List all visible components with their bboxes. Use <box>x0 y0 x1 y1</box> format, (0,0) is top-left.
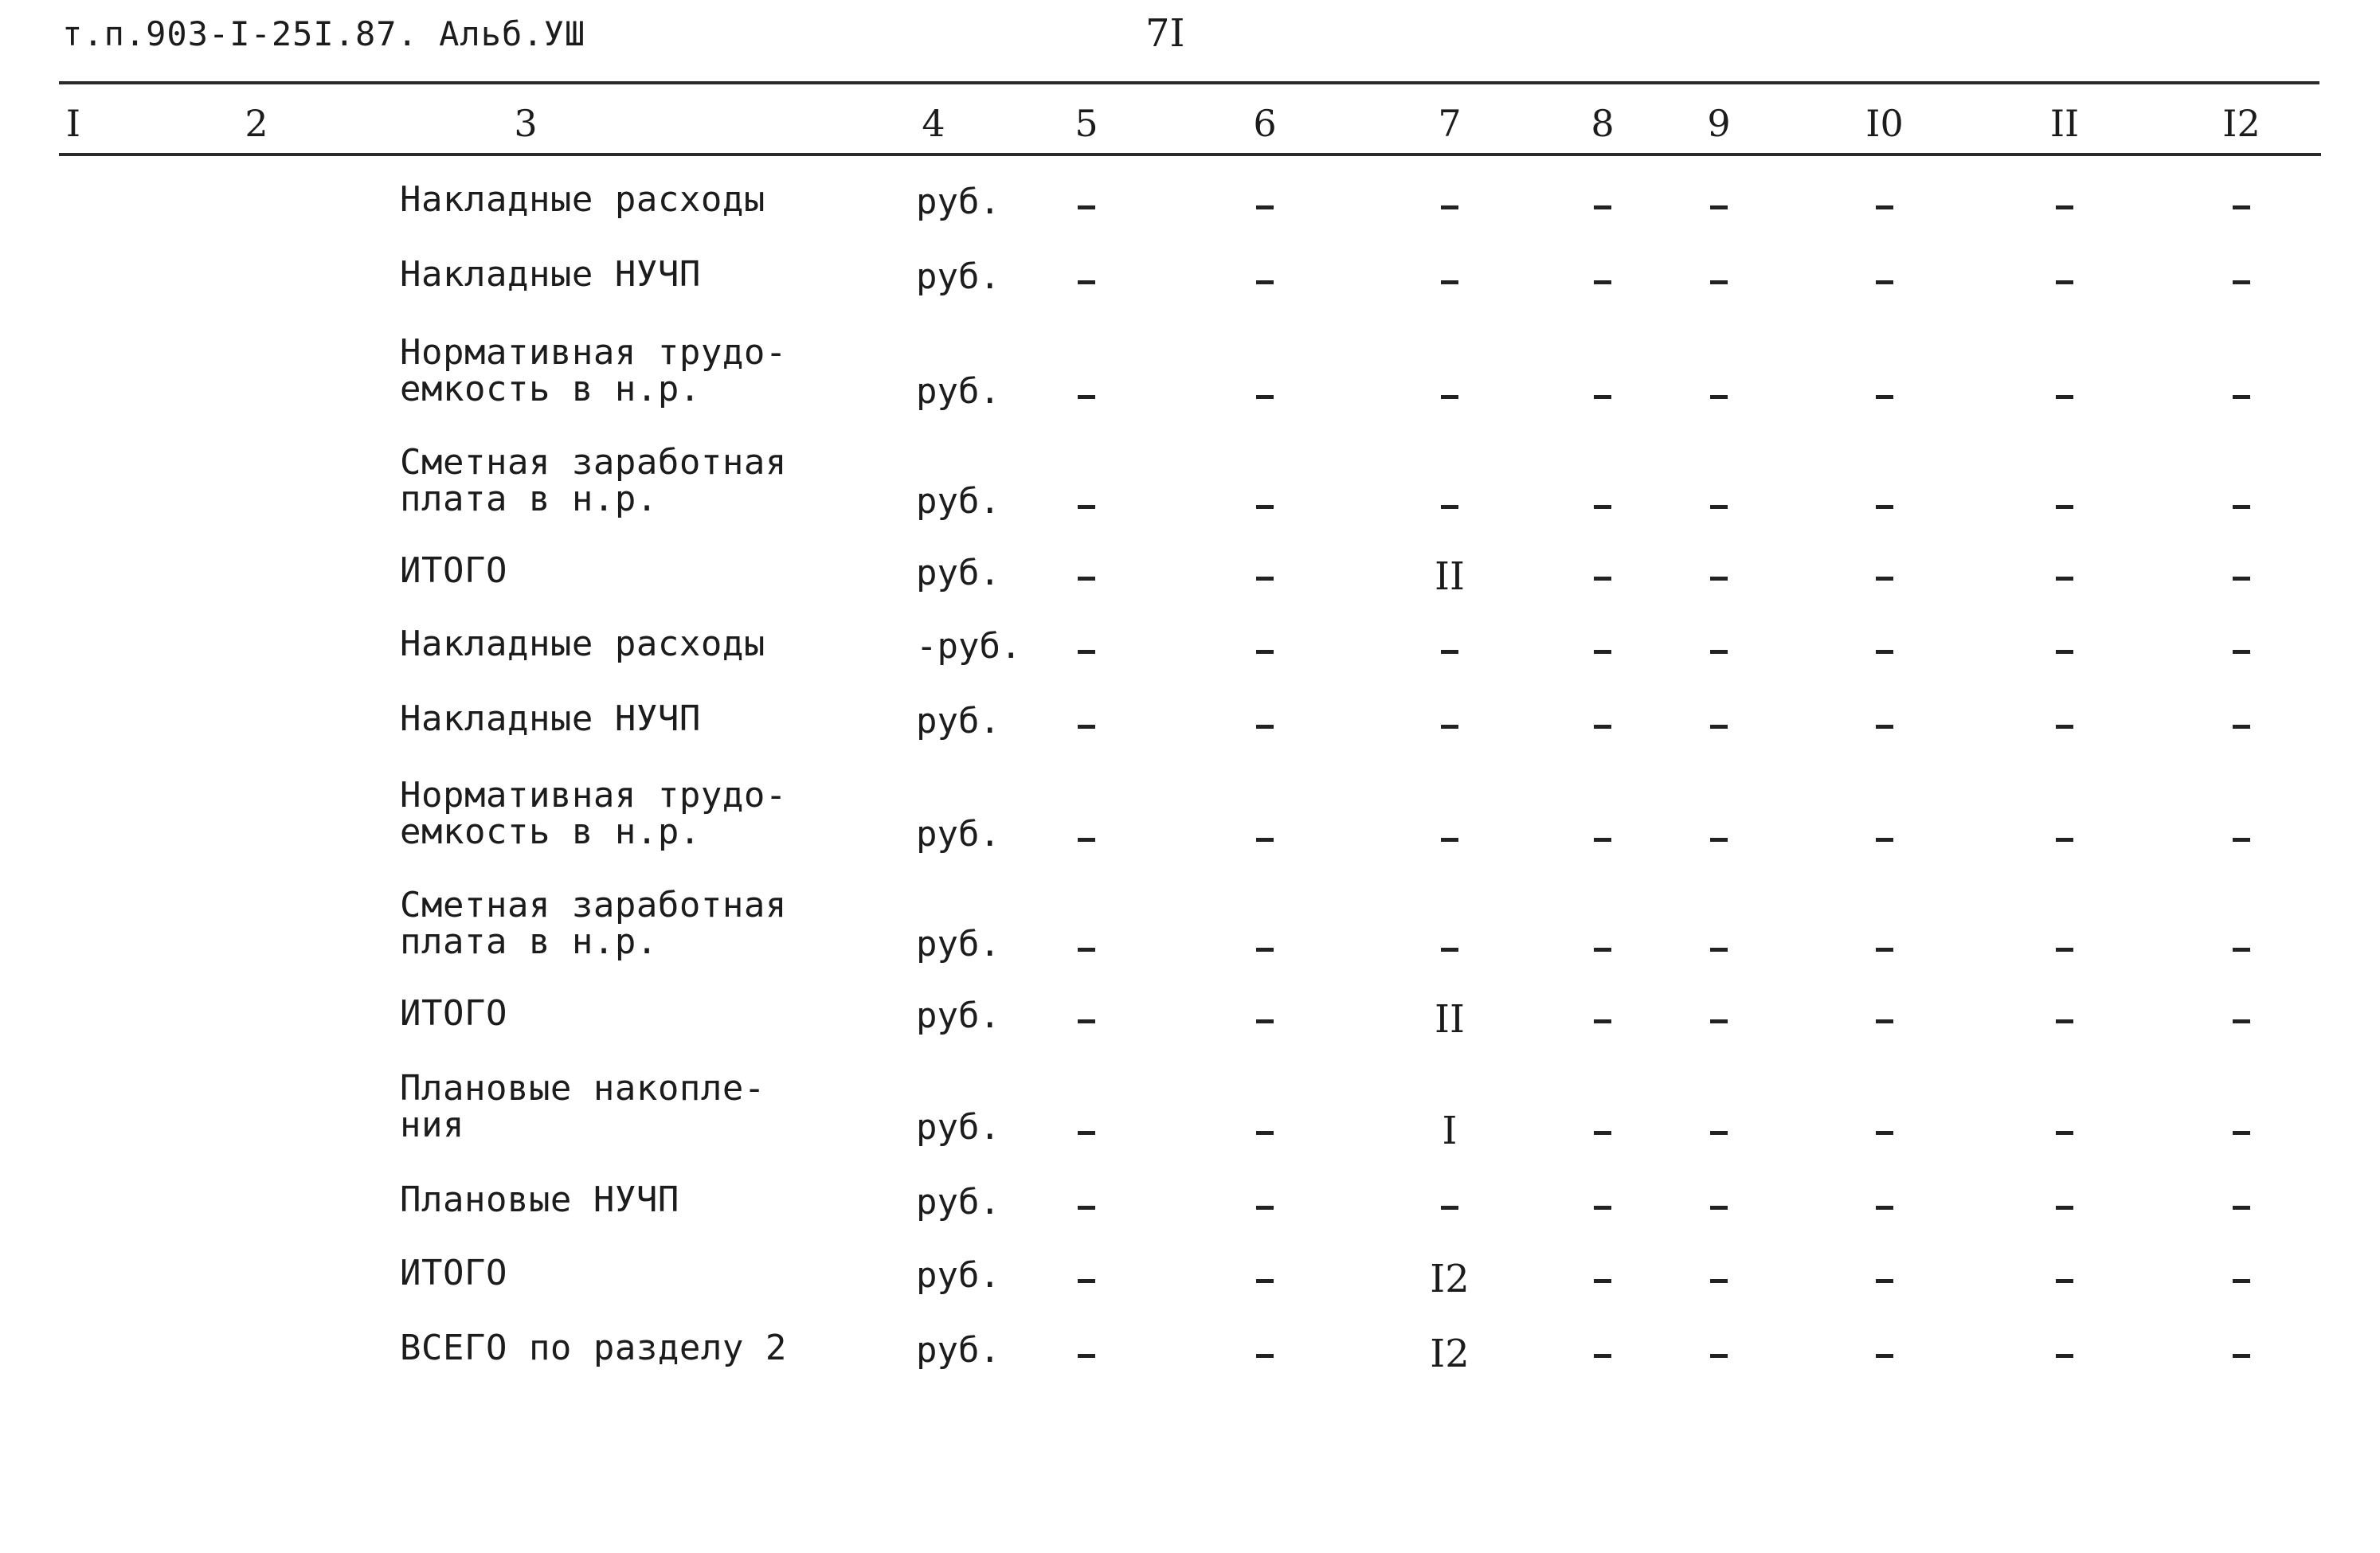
dash-mark <box>1256 280 1274 284</box>
dash-cell <box>2233 183 2250 226</box>
dash-mark <box>2056 280 2073 284</box>
dash-mark <box>1078 205 1095 209</box>
row-unit: руб. <box>916 924 1000 964</box>
dash-mark <box>1078 505 1095 509</box>
dash-cell <box>2233 1109 2250 1152</box>
dash-cell <box>1078 997 1095 1040</box>
dash-mark <box>1441 838 1458 842</box>
value-cell: II <box>1435 997 1465 1042</box>
dash-cell <box>1078 554 1095 597</box>
dash-cell <box>1256 554 1274 597</box>
dash-mark <box>2233 280 2250 284</box>
dash-cell <box>1710 258 1728 301</box>
dash-mark <box>1710 577 1728 581</box>
dash-cell <box>1876 628 1893 671</box>
dash-cell <box>2056 183 2073 226</box>
dash-mark <box>2056 395 2073 399</box>
dash-cell <box>1876 183 1893 226</box>
dash-mark <box>1594 205 1611 209</box>
dash-cell <box>1710 997 1728 1040</box>
row-name: Плановые накопле- ния <box>400 1068 765 1145</box>
dash-cell <box>1594 258 1611 301</box>
dash-mark <box>1594 725 1611 729</box>
dash-cell <box>1594 997 1611 1040</box>
dash-cell <box>2056 258 2073 301</box>
dash-cell <box>1876 373 1893 416</box>
dash-mark <box>1078 650 1095 654</box>
dash-mark <box>2056 725 2073 729</box>
dash-mark <box>1710 280 1728 284</box>
column-number: 4 <box>922 102 945 145</box>
dash-mark <box>1256 650 1274 654</box>
dash-mark <box>2233 1354 2250 1358</box>
dash-mark <box>1594 838 1611 842</box>
dash-mark <box>1256 505 1274 509</box>
dash-mark <box>1710 205 1728 209</box>
row-unit: руб. <box>916 1182 1000 1222</box>
dash-cell <box>2233 1332 2250 1375</box>
dash-mark <box>1594 650 1611 654</box>
dash-cell <box>1594 1257 1611 1300</box>
dash-mark <box>2056 1131 2073 1135</box>
dash-mark <box>1078 1019 1095 1023</box>
dash-mark <box>1594 395 1611 399</box>
dash-mark <box>1441 280 1458 284</box>
dash-cell <box>1441 702 1458 745</box>
dash-mark <box>2233 838 2250 842</box>
dash-cell <box>1594 702 1611 745</box>
dash-cell <box>2056 702 2073 745</box>
dash-mark <box>1710 948 1728 952</box>
row-unit: руб. <box>916 481 1000 522</box>
row-unit: руб. <box>916 814 1000 855</box>
dash-cell <box>1710 483 1728 526</box>
dash-mark <box>2233 395 2250 399</box>
dash-cell <box>1078 1257 1095 1300</box>
value-cell: II <box>1435 554 1465 599</box>
dash-cell <box>1441 183 1458 226</box>
dash-mark <box>1256 1279 1274 1283</box>
dash-cell <box>2056 554 2073 597</box>
dash-mark <box>1078 1131 1095 1135</box>
dash-mark <box>1256 948 1274 952</box>
dash-cell <box>2056 628 2073 671</box>
dash-cell <box>1876 702 1893 745</box>
dash-cell <box>1594 1332 1611 1375</box>
dash-cell <box>1876 816 1893 859</box>
value-cell: I <box>1442 1109 1458 1153</box>
row-name: ИТОГО <box>400 1253 507 1293</box>
row-name: Сметная заработная плата в н.р. <box>400 885 787 962</box>
dash-cell <box>1441 1183 1458 1226</box>
dash-mark <box>1710 1354 1728 1358</box>
dash-cell <box>2056 1257 2073 1300</box>
dash-mark <box>1078 280 1095 284</box>
dash-cell <box>2233 997 2250 1040</box>
dash-cell <box>1256 258 1274 301</box>
dash-cell <box>1078 258 1095 301</box>
row-name: Накладные НУЧП <box>400 698 701 739</box>
dash-mark <box>1710 395 1728 399</box>
dash-mark <box>1876 1131 1893 1135</box>
dash-mark <box>1876 205 1893 209</box>
dash-mark <box>1594 280 1611 284</box>
dash-mark <box>1876 1019 1893 1023</box>
dash-cell <box>1594 925 1611 968</box>
document-code: т.п.903-I-25I.87. Альб.УШ <box>62 14 586 53</box>
dash-cell <box>1256 997 1274 1040</box>
dash-cell <box>1078 628 1095 671</box>
dash-mark <box>1256 1206 1274 1210</box>
row-name: Нормативная трудо- емкость в н.р. <box>400 775 787 852</box>
dash-cell <box>2233 1183 2250 1226</box>
page-number: 7I <box>1145 11 1185 56</box>
dash-mark <box>2233 650 2250 654</box>
dash-mark <box>1441 725 1458 729</box>
column-number: 7 <box>1438 102 1462 145</box>
row-name: ВСЕГО по разделу 2 <box>400 1328 787 1368</box>
dash-mark <box>1876 280 1893 284</box>
row-unit: руб. <box>916 553 1000 593</box>
dash-mark <box>2233 577 2250 581</box>
top-rule <box>59 81 2319 84</box>
dash-cell <box>1256 373 1274 416</box>
row-name: Сметная заработная плата в н.р. <box>400 442 787 519</box>
row-unit: руб. <box>916 996 1000 1036</box>
dash-mark <box>2056 948 2073 952</box>
dash-cell <box>2233 1257 2250 1300</box>
row-name: Накладные расходы <box>400 179 765 220</box>
dash-mark <box>1710 1019 1728 1023</box>
dash-cell <box>1594 373 1611 416</box>
dash-mark <box>1876 838 1893 842</box>
dash-mark <box>1594 1131 1611 1135</box>
dash-mark <box>1710 1131 1728 1135</box>
dash-cell <box>1078 1332 1095 1375</box>
dash-mark <box>1078 948 1095 952</box>
dash-mark <box>1876 650 1893 654</box>
dash-cell <box>1256 925 1274 968</box>
dash-cell <box>2233 483 2250 526</box>
dash-cell <box>1594 1183 1611 1226</box>
dash-cell <box>2056 1332 2073 1375</box>
dash-cell <box>2056 1109 2073 1152</box>
dash-mark <box>1876 577 1893 581</box>
dash-cell <box>1876 554 1893 597</box>
dash-mark <box>1594 1279 1611 1283</box>
dash-cell <box>1710 1109 1728 1152</box>
dash-cell <box>2233 628 2250 671</box>
dash-mark <box>2056 650 2073 654</box>
dash-cell <box>1256 1332 1274 1375</box>
dash-mark <box>1256 1354 1274 1358</box>
column-number: 8 <box>1591 102 1615 145</box>
dash-cell <box>1710 925 1728 968</box>
dash-mark <box>1256 1131 1274 1135</box>
dash-mark <box>1441 505 1458 509</box>
column-number: 9 <box>1707 102 1731 145</box>
dash-mark <box>1256 577 1274 581</box>
dash-mark <box>1876 1279 1893 1283</box>
row-name: Плановые НУЧП <box>400 1179 679 1220</box>
dash-cell <box>1876 1109 1893 1152</box>
dash-cell <box>1594 816 1611 859</box>
dash-mark <box>1078 1206 1095 1210</box>
row-unit: руб. <box>916 371 1000 412</box>
row-unit: руб. <box>916 182 1000 222</box>
row-unit: руб. <box>916 1255 1000 1296</box>
dash-cell <box>1256 816 1274 859</box>
dash-cell <box>2056 1183 2073 1226</box>
dash-mark <box>1256 205 1274 209</box>
dash-cell <box>1441 258 1458 301</box>
dash-mark <box>1256 838 1274 842</box>
column-number: II <box>2049 102 2080 145</box>
dash-mark <box>1710 1279 1728 1283</box>
dash-mark <box>2056 838 2073 842</box>
dash-cell <box>1078 483 1095 526</box>
dash-mark <box>1441 948 1458 952</box>
dash-cell <box>2233 373 2250 416</box>
dash-mark <box>1876 725 1893 729</box>
row-unit: руб. <box>916 701 1000 741</box>
dash-mark <box>1876 948 1893 952</box>
dash-mark <box>2056 1354 2073 1358</box>
dash-mark <box>2233 1131 2250 1135</box>
dash-cell <box>1441 373 1458 416</box>
dash-mark <box>1594 505 1611 509</box>
dash-mark <box>1710 650 1728 654</box>
dash-cell <box>1078 1109 1095 1152</box>
dash-cell <box>2233 554 2250 597</box>
dash-cell <box>1710 816 1728 859</box>
row-name: ИТОГО <box>400 550 507 591</box>
dash-mark <box>1594 1206 1611 1210</box>
dash-cell <box>2233 925 2250 968</box>
dash-cell <box>1078 816 1095 859</box>
dash-cell <box>1710 1183 1728 1226</box>
dash-mark <box>1876 505 1893 509</box>
dash-mark <box>2056 1019 2073 1023</box>
dash-cell <box>1710 1332 1728 1375</box>
row-unit: -руб. <box>916 626 1022 667</box>
dash-cell <box>1594 554 1611 597</box>
dash-mark <box>2233 1279 2250 1283</box>
dash-cell <box>1876 483 1893 526</box>
column-number: 3 <box>514 102 538 145</box>
dash-cell <box>1256 183 1274 226</box>
dash-mark <box>1078 838 1095 842</box>
dash-mark <box>1078 577 1095 581</box>
column-number: I0 <box>1865 102 1904 145</box>
row-unit: руб. <box>916 1330 1000 1371</box>
dash-mark <box>1710 505 1728 509</box>
dash-cell <box>1441 816 1458 859</box>
dash-mark <box>1594 577 1611 581</box>
dash-cell <box>1710 1257 1728 1300</box>
dash-mark <box>1876 395 1893 399</box>
dash-mark <box>2233 948 2250 952</box>
dash-mark <box>2056 577 2073 581</box>
dash-cell <box>1710 628 1728 671</box>
column-number: 2 <box>245 102 268 145</box>
dash-cell <box>1594 483 1611 526</box>
dash-mark <box>1078 1279 1095 1283</box>
dash-cell <box>1078 183 1095 226</box>
dash-cell <box>1876 1257 1893 1300</box>
dash-mark <box>1594 1354 1611 1358</box>
dash-cell <box>1441 628 1458 671</box>
row-unit: руб. <box>916 256 1000 297</box>
dash-mark <box>2056 505 2073 509</box>
dash-mark <box>1876 1354 1893 1358</box>
dash-mark <box>1441 650 1458 654</box>
dash-cell <box>1710 702 1728 745</box>
dash-cell <box>1876 1332 1893 1375</box>
dash-mark <box>1441 205 1458 209</box>
dash-cell <box>2233 702 2250 745</box>
dash-cell <box>1256 1183 1274 1226</box>
dash-mark <box>1876 1206 1893 1210</box>
dash-cell <box>1710 183 1728 226</box>
dash-cell <box>2056 925 2073 968</box>
dash-mark <box>2056 1206 2073 1210</box>
dash-cell <box>1594 183 1611 226</box>
dash-mark <box>2233 725 2250 729</box>
row-name: Накладные НУЧП <box>400 254 701 295</box>
dash-mark <box>1441 395 1458 399</box>
dash-cell <box>1078 1183 1095 1226</box>
dash-mark <box>1594 948 1611 952</box>
dash-mark <box>1710 725 1728 729</box>
dash-mark <box>2056 205 2073 209</box>
dash-mark <box>1256 1019 1274 1023</box>
dash-cell <box>1876 925 1893 968</box>
column-number: 6 <box>1253 102 1277 145</box>
dash-cell <box>1256 1257 1274 1300</box>
dash-cell <box>1876 997 1893 1040</box>
dash-cell <box>2056 373 2073 416</box>
dash-cell <box>2056 483 2073 526</box>
dash-cell <box>1256 1109 1274 1152</box>
dash-mark <box>1078 395 1095 399</box>
dash-mark <box>2233 205 2250 209</box>
dash-mark <box>2233 505 2250 509</box>
row-name: Нормативная трудо- емкость в н.р. <box>400 332 787 409</box>
value-cell: I2 <box>1430 1257 1470 1301</box>
dash-cell <box>1876 258 1893 301</box>
dash-mark <box>1078 1354 1095 1358</box>
column-number: I2 <box>2222 102 2261 145</box>
dash-cell <box>1078 702 1095 745</box>
dash-mark <box>2233 1019 2250 1023</box>
row-name: ИТОГО <box>400 993 507 1034</box>
dash-cell <box>1594 628 1611 671</box>
dash-mark <box>1078 725 1095 729</box>
dash-cell <box>1710 373 1728 416</box>
header-rule <box>59 153 2321 156</box>
dash-cell <box>1876 1183 1893 1226</box>
dash-mark <box>2056 1279 2073 1283</box>
dash-cell <box>1441 925 1458 968</box>
dash-cell <box>1256 702 1274 745</box>
dash-cell <box>2233 816 2250 859</box>
dash-mark <box>2233 1206 2250 1210</box>
dash-cell <box>2233 258 2250 301</box>
dash-cell <box>2056 997 2073 1040</box>
dash-cell <box>1594 1109 1611 1152</box>
dash-cell <box>1441 483 1458 526</box>
row-unit: руб. <box>916 1107 1000 1148</box>
dash-cell <box>2056 816 2073 859</box>
value-cell: I2 <box>1430 1332 1470 1376</box>
dash-cell <box>1078 925 1095 968</box>
column-number: I <box>65 102 81 145</box>
dash-mark <box>1710 838 1728 842</box>
column-number: 5 <box>1075 102 1098 145</box>
dash-mark <box>1256 395 1274 399</box>
dash-cell <box>1256 628 1274 671</box>
dash-mark <box>1594 1019 1611 1023</box>
row-name: Накладные расходы <box>400 624 765 664</box>
dash-cell <box>1256 483 1274 526</box>
dash-mark <box>1441 1206 1458 1210</box>
dash-mark <box>1256 725 1274 729</box>
dash-mark <box>1710 1206 1728 1210</box>
dash-cell <box>1710 554 1728 597</box>
dash-cell <box>1078 373 1095 416</box>
